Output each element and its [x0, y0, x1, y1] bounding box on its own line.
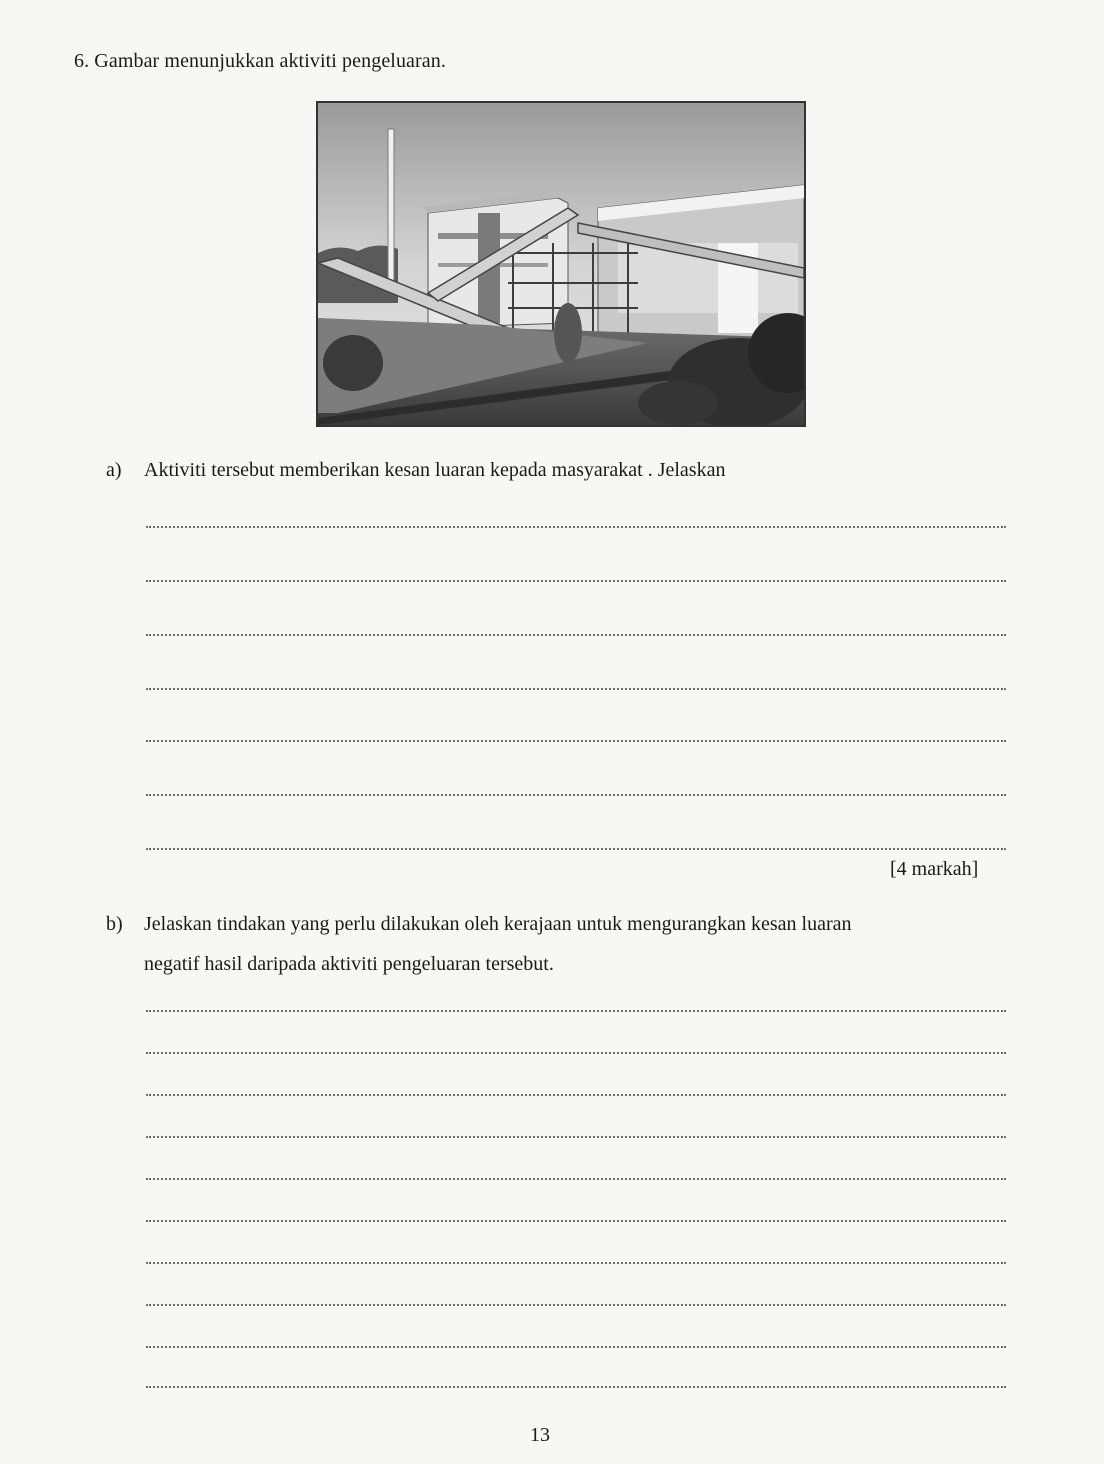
question-title: 6. Gambar menunjukkan aktiviti pengeluaran. [74, 50, 446, 72]
answer-line-b-10[interactable] [146, 1386, 1006, 1388]
answer-line-b-5[interactable] [146, 1178, 1006, 1180]
answer-line-b-1[interactable] [146, 1010, 1006, 1012]
answer-line-a-4[interactable] [146, 688, 1006, 690]
part-a-label: a) [106, 459, 122, 481]
answer-line-a-2[interactable] [146, 580, 1006, 582]
page-number: 13 [530, 1424, 550, 1446]
answer-line-b-7[interactable] [146, 1262, 1006, 1264]
answer-line-b-2[interactable] [146, 1052, 1006, 1054]
answer-line-b-6[interactable] [146, 1220, 1006, 1222]
answer-line-b-9[interactable] [146, 1346, 1006, 1348]
factory-illustration [318, 103, 804, 425]
part-b-label: b) [106, 913, 123, 935]
factory-photo [316, 101, 806, 427]
answer-line-b-8[interactable] [146, 1304, 1006, 1306]
answer-line-a-6[interactable] [146, 794, 1006, 796]
part-b-question [106, 910, 1016, 978]
part-b-text-line1: Jelaskan tindakan yang perlu dilakukan oleh kerajaan untuk mengurangkan kesan luaran [144, 913, 852, 935]
marks-label: [4 markah] [890, 858, 979, 880]
answer-line-a-1[interactable] [146, 526, 1006, 528]
answer-line-a-5[interactable] [146, 740, 1006, 742]
answer-line-b-4[interactable] [146, 1136, 1006, 1138]
part-b-text-line2: negatif hasil daripada aktiviti pengeluaran tersebut. [144, 953, 554, 975]
answer-line-a-7[interactable] [146, 848, 1006, 850]
part-a-question [106, 456, 725, 484]
answer-line-b-3[interactable] [146, 1094, 1006, 1096]
part-a-text: Aktiviti tersebut memberikan kesan luaran kepada masyarakat . Jelaskan [144, 459, 726, 481]
answer-line-a-3[interactable] [146, 634, 1006, 636]
